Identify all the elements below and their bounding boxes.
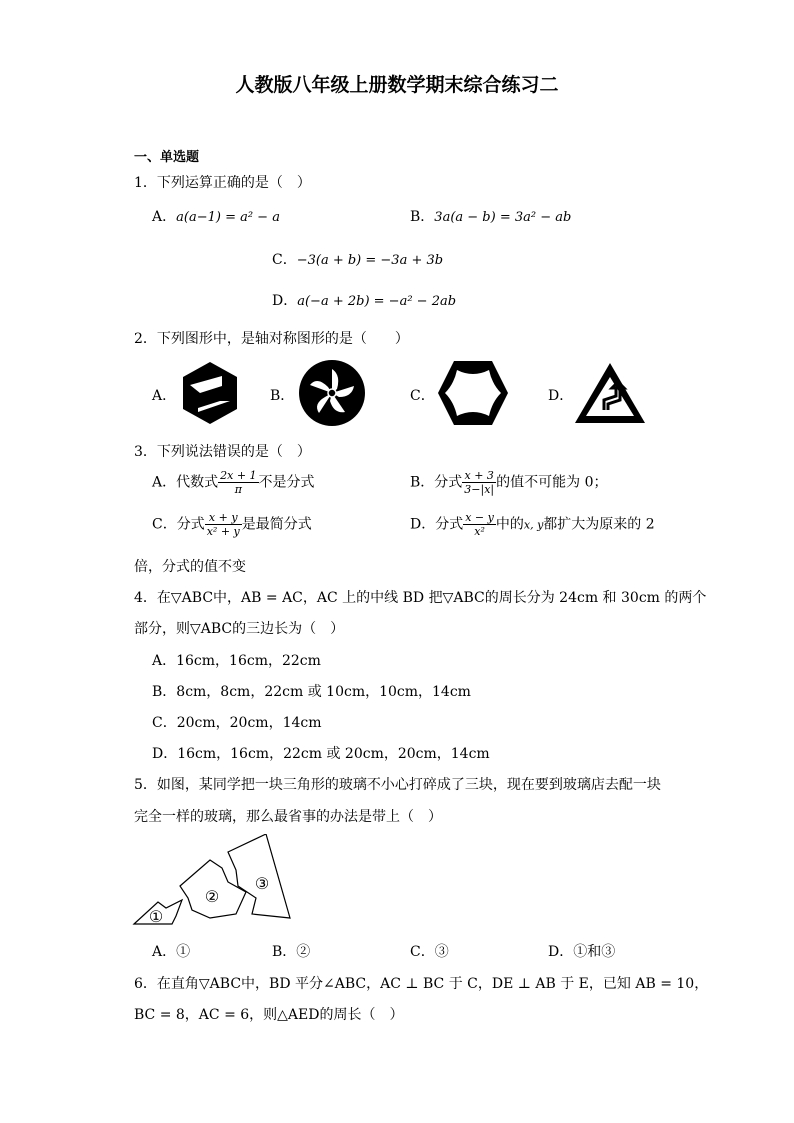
piece-2-label: ② — [204, 887, 220, 906]
q3-b-denominator: 3−|x| — [464, 483, 495, 496]
q2-figure-b-icon[interactable] — [297, 359, 367, 427]
q4-option-c[interactable]: C．20cm，20cm，14cm — [152, 715, 322, 731]
q3-d-vars: x, y — [523, 518, 544, 532]
q5-option-d[interactable]: D．①和③ — [548, 944, 616, 960]
q1-d-expr: a(−a + 2b) = −a² − 2ab — [297, 294, 457, 309]
q6-line-1: 6．在直角▽ABC中，BD 平分∠ABC，AC ⊥ BC 于 C，DE ⊥ AB 于 E，已知 AB = 10， — [134, 976, 709, 992]
q2-figure-d-icon[interactable] — [572, 360, 648, 426]
q1-d-label: D． — [272, 293, 298, 309]
q3-c-denominator: x² + y — [206, 525, 240, 538]
q3-d-pre: D．分式 — [410, 516, 464, 533]
q1-b-label: B． — [410, 209, 435, 225]
q3-a-pre: A．代数式 — [152, 474, 219, 491]
q3-a-post: 不是分式 — [258, 474, 315, 491]
q2-figure-c-icon[interactable] — [436, 358, 510, 428]
q3-a-denominator: π — [234, 483, 242, 496]
q3-stem: 3．下列说法错误的是（ ） — [134, 444, 311, 460]
q3-option-d[interactable] — [410, 511, 655, 538]
q2-stem: 2．下列图形中，是轴对称图形的是（ ） — [134, 331, 409, 347]
q3-option-a[interactable] — [152, 469, 315, 496]
q1-c-label: C． — [272, 252, 297, 268]
q1-a-expr: a(a−1) = a² − a — [176, 210, 280, 225]
q3-a-numerator: 2x + 1 — [220, 469, 257, 482]
q3-d-continuation: 倍，分式的值不变 — [134, 559, 246, 575]
q2-c-label[interactable]: C． — [410, 388, 435, 404]
q3-option-b[interactable] — [410, 469, 608, 496]
q5-option-b[interactable]: B．② — [272, 944, 311, 960]
q2-d-label[interactable]: D． — [548, 388, 574, 404]
q4-option-d[interactable]: D．16cm，16cm，22cm 或 20cm，20cm，14cm — [152, 746, 490, 762]
q5-option-a[interactable]: A．① — [152, 944, 191, 960]
q3-a-fraction — [218, 469, 258, 496]
q3-b-pre: B．分式 — [410, 474, 463, 491]
q5-line-1: 5．如图，某同学把一块三角形的玻璃不小心打碎成了三块，现在要到玻璃店去配一块 — [134, 777, 661, 793]
q3-d-fraction — [463, 511, 496, 538]
q1-option-d[interactable] — [272, 290, 456, 310]
q3-c-pre: C．分式 — [152, 516, 205, 533]
page-title: 人教版八年级上册数学期末综合练习二 — [235, 74, 559, 96]
piece-3-label: ③ — [254, 874, 270, 893]
q3-d-post: 都扩大为原来的 2 — [543, 516, 655, 533]
q3-d-numerator: x − y — [465, 511, 494, 524]
q3-c-post: 是最简分式 — [241, 516, 312, 533]
q3-b-post: 的值不可能为 0； — [496, 474, 608, 491]
q3-d-mid: 中的 — [495, 516, 524, 533]
q3-c-numerator: x + y — [205, 511, 242, 525]
q4-line-2: 部分，则▽ABC的三边长为（ ） — [134, 621, 345, 637]
q5-option-c[interactable]: C．③ — [410, 944, 449, 960]
q2-a-label[interactable]: A． — [152, 388, 177, 404]
section-heading: 一、单选题 — [134, 150, 200, 165]
q3-d-denominator: x² — [474, 525, 485, 538]
q1-stem: 1．下列运算正确的是（ ） — [134, 175, 311, 191]
q3-b-numerator: x + 3 — [462, 469, 496, 483]
q1-c-expr: −3(a + b) = −3a + 3b — [296, 253, 444, 268]
q1-a-label: A． — [152, 209, 177, 225]
q1-option-b[interactable] — [410, 206, 571, 226]
q1-b-expr: 3a(a − b) = 3a² − ab — [434, 210, 572, 225]
piece-1-label: ① — [148, 907, 164, 926]
q3-b-fraction — [462, 469, 496, 496]
q6-line-2: BC = 8，AC = 6，则△AED的周长（ ） — [134, 1007, 404, 1023]
q4-option-a[interactable]: A．16cm，16cm，22cm — [152, 653, 321, 669]
q1-option-c[interactable] — [272, 249, 443, 269]
q4-option-b[interactable]: B．8cm，8cm，22cm 或 10cm，10cm，14cm — [152, 684, 471, 700]
q2-b-label[interactable]: B． — [270, 388, 295, 404]
q3-option-c[interactable] — [152, 511, 312, 538]
q2-figure-a-icon[interactable] — [180, 360, 240, 426]
q5-broken-glass-figure — [130, 834, 295, 929]
q1-option-a[interactable] — [152, 206, 280, 226]
q5-line-2: 完全一样的玻璃，那么最省事的办法是带上（ ） — [134, 809, 442, 825]
q4-line-1: 4．在▽ABC中，AB = AC，AC 上的中线 BD 把▽ABC的周长分为 24cm 和 30cm 的两个 — [134, 590, 707, 606]
q3-c-fraction — [205, 511, 242, 538]
